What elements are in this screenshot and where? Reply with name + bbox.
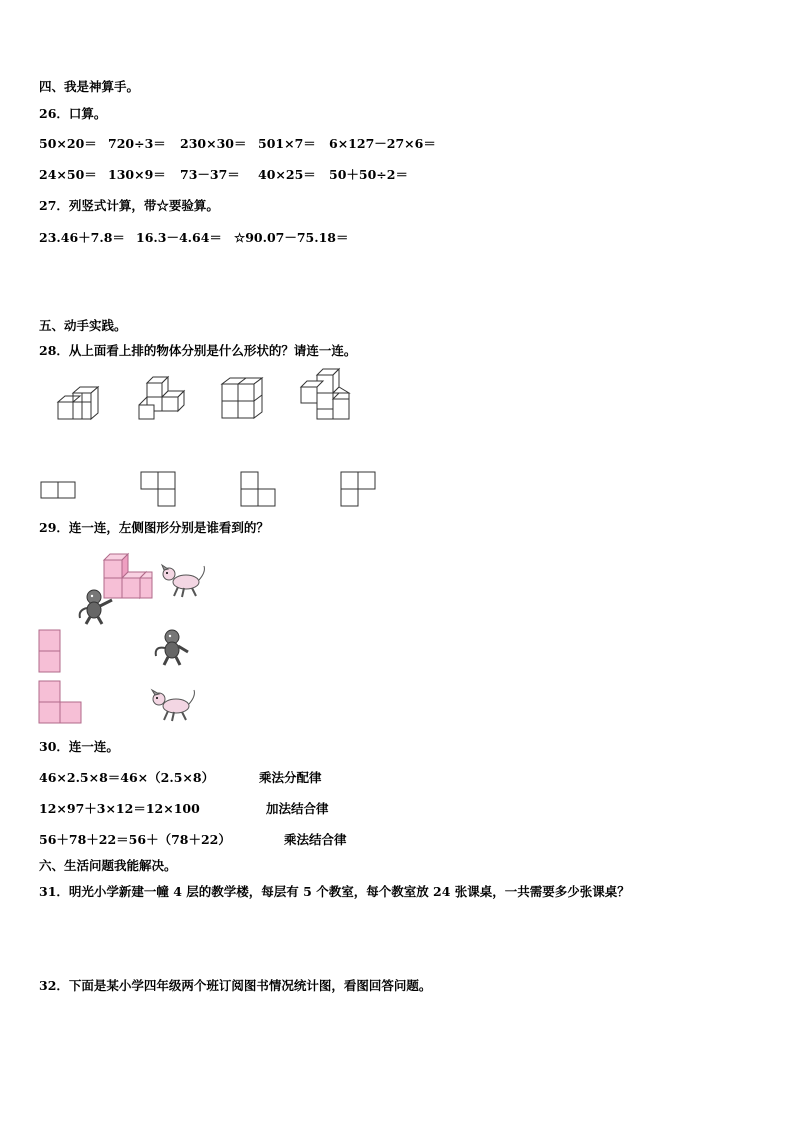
cube-object-4 — [297, 367, 357, 423]
q26-item: 50＋50÷2＝ — [329, 167, 408, 182]
q26-item: 40×25＝ — [258, 167, 316, 182]
q30-right-item: 乘法结合律 — [284, 832, 347, 847]
q26-item: 6×127－27×6＝ — [329, 136, 436, 151]
view-shape-l — [38, 680, 83, 724]
dog-icon — [160, 562, 210, 600]
section-6-title: 六、生活问题我能解决。 — [39, 858, 177, 873]
q26-item: 230×30＝ — [180, 136, 247, 151]
q30-left-item: 12×97＋3×12＝12×100 — [39, 801, 200, 816]
q27-title: 27．列竖式计算，带☆要验算。 — [39, 198, 219, 213]
q30-left-item: 56＋78＋22＝56＋（78＋22） — [39, 832, 231, 847]
q26-item: 720÷3＝ — [108, 136, 166, 151]
dog-icon — [150, 686, 200, 724]
monkey-icon — [76, 588, 118, 626]
q26-title: 26．口算。 — [39, 106, 107, 121]
q30-title: 30．连一连。 — [39, 739, 119, 754]
cube-object-3 — [218, 375, 270, 423]
q30-right-item: 加法结合律 — [266, 801, 329, 816]
q31-title: 31．明光小学新建一幢 4 层的教学楼，每层有 5 个教室，每个教室放 24 张课桌，一共需要多少张课桌？ — [39, 884, 630, 899]
q26-item: 24×50＝ — [39, 167, 97, 182]
q27-item: ☆90.07－75.18＝ — [234, 230, 349, 245]
section-5-title: 五、动手实践。 — [39, 318, 127, 333]
cube-object-1 — [55, 385, 107, 423]
q26-item: 130×9＝ — [108, 167, 166, 182]
section-4-title: 四、我是神算手。 — [39, 79, 140, 94]
q27-item: 23.46＋7.8＝ — [39, 230, 125, 245]
q26-item: 50×20＝ — [39, 136, 97, 151]
q27-item: 16.3－4.64＝ — [136, 230, 222, 245]
top-view-shape-1 — [40, 481, 76, 499]
q26-item: 73－37＝ — [180, 167, 240, 182]
q30-left-item: 46×2.5×8＝46×（2.5×8） — [39, 770, 215, 785]
top-view-shape-3 — [240, 471, 276, 507]
q26-item: 501×7＝ — [258, 136, 316, 151]
q30-right-item: 乘法分配律 — [259, 770, 322, 785]
cube-object-2 — [135, 374, 190, 424]
view-shape-two-vertical — [38, 629, 62, 673]
top-view-shape-2 — [140, 471, 176, 507]
monkey-icon — [150, 628, 192, 668]
q29-title: 29．连一连，左侧图形分别是谁看到的？ — [39, 520, 269, 535]
q32-title: 32．下面是某小学四年级两个班订阅图书情况统计图，看图回答问题。 — [39, 978, 432, 993]
q28-title: 28．从上面看上排的物体分别是什么形状的？请连一连。 — [39, 343, 357, 358]
top-view-shape-4 — [340, 471, 376, 507]
